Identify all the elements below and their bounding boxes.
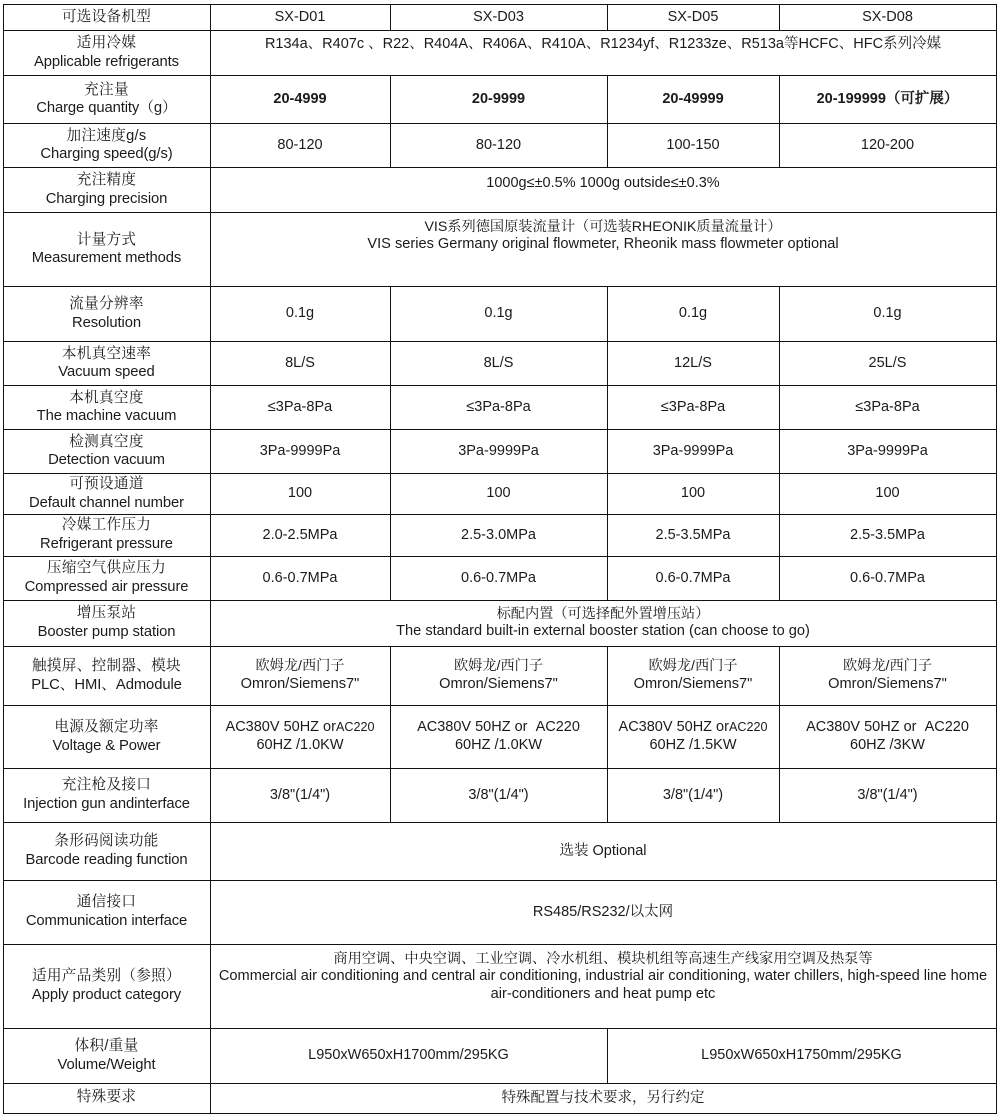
cell-charging-speed-d01: 80-120 (210, 124, 390, 168)
cell-voltage-d05 (607, 705, 779, 768)
row-label-refrigerants: 适用冷媒 Applicable refrigerants (3, 31, 210, 76)
cell-injection-gun-d05: 3/8"(1/4") (607, 768, 779, 822)
voltage-main-d03: AC380V 50HZ or (417, 719, 528, 736)
cell-compressed-air-pressure-d08: 0.6-0.7MPa (779, 556, 996, 600)
cell-voltage-d08 (779, 705, 996, 768)
cell-special-requirements-all: 特殊配置与技术要求，另行约定 (210, 1083, 996, 1113)
cell-charge-quantity-d03: 20-9999 (390, 76, 607, 124)
table-row-machine-vacuum (3, 386, 996, 430)
table-row-model (3, 5, 996, 31)
row-label-plc-hmi-admodule: 触摸屏、控制器、模块 PLC、HMI、Admodule (3, 646, 210, 705)
table-row-resolution (3, 287, 996, 342)
voltage-power-d08: 60HZ /3KW (850, 736, 925, 753)
cell-charge-quantity-d08: 20-199999（可扩展） (779, 76, 996, 124)
cell-volume-weight-left: L950xW650xH1700mm/295KG (210, 1028, 607, 1083)
row-label-machine-vacuum: 本机真空度 The machine vacuum (3, 386, 210, 430)
cell-plc-d08: 欧姆龙/西门子 Omron/Siemens7" (779, 646, 996, 705)
table-row-refrigerants (3, 31, 996, 76)
cell-machine-vacuum-d05: ≤3Pa-8Pa (607, 386, 779, 430)
cell-charging-precision-all: 1000g≤±0.5% 1000g outside≤±0.3% (210, 168, 996, 213)
table-row-communication-interface (3, 880, 996, 944)
cell-model-d03: SX-D03 (390, 5, 607, 31)
table-row-charging-precision (3, 168, 996, 213)
table-row-booster-pump-station (3, 600, 996, 646)
cell-resolution-d01: 0.1g (210, 287, 390, 342)
cell-injection-gun-d03: 3/8"(1/4") (390, 768, 607, 822)
cell-injection-gun-d08: 3/8"(1/4") (779, 768, 996, 822)
row-label-model: 可选设备机型 (3, 5, 210, 31)
cell-barcode-reading-all: 选装 Optional (210, 822, 996, 880)
specification-table (3, 4, 997, 1114)
row-label-product-category: 适用产品类别（参照） Apply product category (3, 944, 210, 1028)
row-label-injection-gun: 充注枪及接口 Injection gun andinterface (3, 768, 210, 822)
row-label-voltage-power: 电源及额定功率 Voltage & Power (3, 705, 210, 768)
cell-vacuum-speed-d05: 12L/S (607, 342, 779, 386)
cell-resolution-d05: 0.1g (607, 287, 779, 342)
cell-compressed-air-pressure-d05: 0.6-0.7MPa (607, 556, 779, 600)
table-row-default-channel (3, 474, 996, 515)
cell-refrigerants-list: R134a、R407c 、R22、R404A、R406A、R410A、R1234yf、R1233ze、R513a等HCFC、HFC系列冷媒 (210, 31, 996, 76)
cell-communication-interface-all: RS485/RS232/以太网 (210, 880, 996, 944)
cell-vacuum-speed-d01: 8L/S (210, 342, 390, 386)
cell-volume-weight-right: L950xW650xH1750mm/295KG (607, 1028, 996, 1083)
voltage-power-d01: 60HZ /1.0KW (256, 736, 344, 753)
cell-injection-gun-d01: 3/8"(1/4") (210, 768, 390, 822)
cell-resolution-d08: 0.1g (779, 287, 996, 342)
table-row-plc-hmi-admodule (3, 646, 996, 705)
row-label-communication-interface: 通信接口 Communication interface (3, 880, 210, 944)
table-row-measurement-methods (3, 213, 996, 287)
voltage-alt-d03: AC220 (535, 719, 580, 736)
cell-default-channel-d03: 100 (390, 474, 607, 515)
row-label-booster-pump-station: 增压泵站 Booster pump station (3, 600, 210, 646)
cell-model-d01: SX-D01 (210, 5, 390, 31)
table-row-volume-weight (3, 1028, 996, 1083)
voltage-power-d05: 60HZ /1.5KW (649, 736, 737, 753)
cell-model-d05: SX-D05 (607, 5, 779, 31)
cell-refrigerant-pressure-d01: 2.0-2.5MPa (210, 514, 390, 556)
table-row-refrigerant-pressure (3, 514, 996, 556)
cell-vacuum-speed-d03: 8L/S (390, 342, 607, 386)
table-row-detection-vacuum (3, 430, 996, 474)
cell-model-d08: SX-D08 (779, 5, 996, 31)
table-row-barcode-reading (3, 822, 996, 880)
cell-default-channel-d08: 100 (779, 474, 996, 515)
voltage-main-d01: AC380V 50HZ or (225, 719, 336, 736)
cell-detection-vacuum-d08: 3Pa-9999Pa (779, 430, 996, 474)
cell-charge-quantity-d01: 20-4999 (210, 76, 390, 124)
cell-voltage-d03 (390, 705, 607, 768)
cell-plc-d01: 欧姆龙/西门子 Omron/Siemens7" (210, 646, 390, 705)
cell-refrigerant-pressure-d08: 2.5-3.5MPa (779, 514, 996, 556)
table-row-injection-gun (3, 768, 996, 822)
cell-resolution-d03: 0.1g (390, 287, 607, 342)
row-label-charge-quantity: 充注量 Charge quantity（g） (3, 76, 210, 124)
cell-machine-vacuum-d01: ≤3Pa-8Pa (210, 386, 390, 430)
cell-product-category-all: 商用空调、中央空调、工业空调、冷水机组、模块机组等高速生产线家用空调及热泵等 Commercial air conditioning and central air conditioning, industrial air conditioning, water chillers, high-speed line home air-conditioners and heat pump etc (210, 944, 996, 1028)
cell-detection-vacuum-d01: 3Pa-9999Pa (210, 430, 390, 474)
table-row-voltage-power (3, 705, 996, 768)
voltage-alt-d08: AC220 (924, 719, 969, 736)
table-row-vacuum-speed (3, 342, 996, 386)
cell-booster-pump-station-all: 标配内置（可选择配外置增压站） The standard built-in external booster station (can choose to go) (210, 600, 996, 646)
voltage-main-d05: AC380V 50HZ or (618, 719, 729, 736)
cell-measurement-methods-all: VIS系列德国原装流量计（可选装RHEONIK质量流量计） VIS series Germany original flowmeter, Rheonik mass flowmeter optional (210, 213, 996, 287)
row-label-default-channel: 可预设通道 Default channel number (3, 474, 210, 515)
row-label-volume-weight: 体积/重量 Volume/Weight (3, 1028, 210, 1083)
row-label-compressed-air-pressure: 压缩空气供应压力 Compressed air pressure (3, 556, 210, 600)
cell-machine-vacuum-d08: ≤3Pa-8Pa (779, 386, 996, 430)
cell-compressed-air-pressure-d03: 0.6-0.7MPa (390, 556, 607, 600)
cell-machine-vacuum-d03: ≤3Pa-8Pa (390, 386, 607, 430)
cell-detection-vacuum-d03: 3Pa-9999Pa (390, 430, 607, 474)
cell-default-channel-d05: 100 (607, 474, 779, 515)
cell-refrigerant-pressure-d05: 2.5-3.5MPa (607, 514, 779, 556)
cell-charging-speed-d03: 80-120 (390, 124, 607, 168)
cell-plc-d05: 欧姆龙/西门子 Omron/Siemens7" (607, 646, 779, 705)
table-row-product-category (3, 944, 996, 1028)
table-row-charging-speed (3, 124, 996, 168)
row-label-charging-precision: 充注精度 Charging precision (3, 168, 210, 213)
cell-vacuum-speed-d08: 25L/S (779, 342, 996, 386)
row-label-special-requirements: 特殊要求 (3, 1083, 210, 1113)
voltage-main-d08: AC380V 50HZ or (806, 719, 917, 736)
cell-voltage-d01 (210, 705, 390, 768)
row-label-resolution: 流量分辨率 Resolution (3, 287, 210, 342)
cell-charging-speed-d05: 100-150 (607, 124, 779, 168)
voltage-alt-d05: AC220 (728, 720, 768, 735)
row-label-vacuum-speed: 本机真空速率 Vacuum speed (3, 342, 210, 386)
cell-refrigerant-pressure-d03: 2.5-3.0MPa (390, 514, 607, 556)
cell-charge-quantity-d05: 20-49999 (607, 76, 779, 124)
row-label-measurement-methods: 计量方式 Measurement methods (3, 213, 210, 287)
table-row-compressed-air-pressure (3, 556, 996, 600)
cell-detection-vacuum-d05: 3Pa-9999Pa (607, 430, 779, 474)
row-label-detection-vacuum: 检测真空度 Detection vacuum (3, 430, 210, 474)
row-label-refrigerant-pressure: 冷媒工作压力 Refrigerant pressure (3, 514, 210, 556)
voltage-power-d03: 60HZ /1.0KW (454, 736, 543, 753)
cell-compressed-air-pressure-d01: 0.6-0.7MPa (210, 556, 390, 600)
table-row-special-requirements (3, 1083, 996, 1113)
voltage-alt-d01: AC220 (335, 720, 375, 735)
cell-default-channel-d01: 100 (210, 474, 390, 515)
cell-charging-speed-d08: 120-200 (779, 124, 996, 168)
row-label-charging-speed: 加注速度g/s Charging speed(g/s) (3, 124, 210, 168)
table-row-charge-quantity (3, 76, 996, 124)
row-label-barcode-reading: 条形码阅读功能 Barcode reading function (3, 822, 210, 880)
cell-plc-d03: 欧姆龙/西门子 Omron/Siemens7" (390, 646, 607, 705)
